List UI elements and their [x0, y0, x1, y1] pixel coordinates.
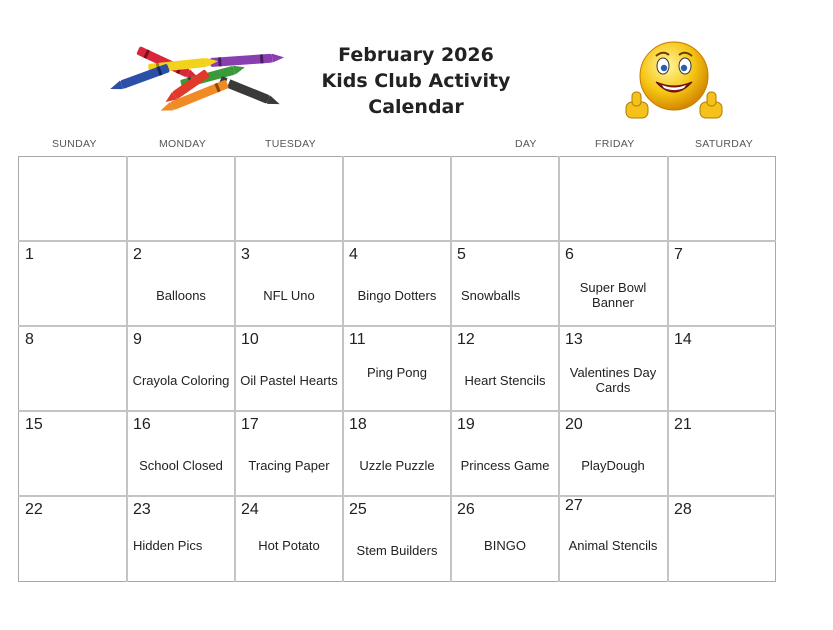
day-number: 26 — [457, 501, 475, 518]
day-number: 7 — [674, 246, 683, 263]
day-cell — [235, 412, 343, 497]
day-cell — [451, 327, 559, 412]
day-cell — [343, 327, 451, 412]
day-number: 9 — [133, 331, 142, 348]
day-cell — [235, 242, 343, 327]
activity-label: Tracing Paper — [248, 458, 330, 473]
day-number: 25 — [349, 501, 367, 518]
crayon-blue — [110, 64, 170, 94]
day-number: 22 — [25, 501, 43, 518]
day-cell — [668, 327, 776, 412]
day-number: 15 — [25, 416, 43, 433]
day-cell — [19, 497, 127, 582]
day-number: 14 — [674, 331, 692, 348]
activity-label: Heart Stencils — [464, 373, 546, 388]
day-number: 27 — [565, 497, 583, 514]
activity-label: Princess Game — [460, 458, 550, 473]
day-cell — [451, 412, 559, 497]
day-cell — [235, 497, 343, 582]
day-cell — [559, 497, 667, 582]
weekday-sunday: SUNDAY — [52, 138, 97, 150]
day-number: 6 — [565, 246, 574, 263]
activity-label: Bingo Dotters — [357, 288, 437, 303]
day-cell — [127, 157, 235, 242]
activity-label: Valentines Day Cards — [569, 365, 657, 395]
activity-label: Hidden Pics — [133, 538, 203, 553]
page-title — [290, 42, 542, 120]
day-cell — [559, 327, 667, 412]
day-number: 10 — [241, 331, 259, 348]
activity-label: Crayola Coloring — [132, 373, 230, 388]
weekday-tuesday: TUESDAY — [265, 138, 316, 150]
day-cell — [19, 157, 127, 242]
activity-label: PlayDough — [581, 458, 645, 473]
activity-label: School Closed — [139, 458, 223, 473]
activity-label: Ping Pong — [367, 365, 427, 380]
weekday-saturday: SATURDAY — [695, 138, 754, 150]
activity-label: Uzzle Puzzle — [359, 458, 435, 473]
day-number: 21 — [674, 416, 692, 433]
weekday-monday: MONDAY — [159, 138, 207, 150]
day-cell — [127, 412, 235, 497]
crayons-icon — [110, 36, 290, 116]
activity-label: Balloons — [156, 288, 206, 303]
day-number: 16 — [133, 416, 151, 433]
day-cell — [19, 412, 127, 497]
day-cell — [343, 157, 451, 242]
day-number: 12 — [457, 331, 475, 348]
activity-label: Oil Pastel Hearts — [240, 373, 338, 388]
day-cell — [235, 327, 343, 412]
day-cell — [127, 242, 235, 327]
weekday-thursday: DAY — [515, 138, 537, 150]
day-cell — [451, 157, 559, 242]
crayon-black — [219, 76, 282, 108]
day-number: 8 — [25, 331, 34, 348]
day-cell — [343, 497, 451, 582]
day-cell — [343, 412, 451, 497]
title-line-club: Kids Club Activity — [321, 70, 511, 92]
day-number: 17 — [241, 416, 259, 433]
title-line-month: February 2026 — [338, 44, 494, 66]
day-number: 1 — [25, 246, 34, 263]
activity-label: NFL Uno — [263, 288, 315, 303]
day-number: 11 — [349, 331, 366, 348]
day-number: 3 — [241, 246, 250, 263]
day-cell — [559, 412, 667, 497]
day-cell — [559, 242, 667, 327]
day-number: 28 — [674, 501, 692, 518]
day-cell — [343, 242, 451, 327]
day-number: 24 — [241, 501, 259, 518]
day-cell — [235, 157, 343, 242]
day-number: 4 — [349, 246, 358, 263]
day-cell — [668, 242, 776, 327]
crayon-purple — [210, 53, 284, 67]
activity-label: Snowballs — [461, 288, 521, 303]
title-line-calendar: Calendar — [368, 96, 464, 118]
activity-label: Stem Builders — [356, 543, 438, 558]
day-cell — [668, 157, 776, 242]
activity-label: BINGO — [484, 538, 526, 553]
day-number: 20 — [565, 416, 583, 433]
left-thumb — [626, 92, 648, 118]
day-cell — [668, 412, 776, 497]
day-number: 13 — [565, 331, 583, 348]
day-number: 5 — [457, 246, 466, 263]
right-thumb — [700, 92, 722, 118]
activity-label: Animal Stencils — [568, 538, 658, 553]
day-cell — [127, 497, 235, 582]
day-cell — [451, 242, 559, 327]
day-cell — [19, 242, 127, 327]
day-number: 19 — [457, 416, 475, 433]
day-cell — [668, 497, 776, 582]
day-cell — [127, 327, 235, 412]
day-cell — [559, 157, 667, 242]
day-number: 18 — [349, 416, 367, 433]
activity-label: Super Bowl Banner — [579, 280, 647, 310]
thumbs-up-smiley-icon — [622, 38, 726, 124]
day-number: 2 — [133, 246, 142, 263]
weekday-friday: FRIDAY — [595, 138, 635, 150]
day-cell — [451, 497, 559, 582]
day-cell — [19, 327, 127, 412]
day-number: 23 — [133, 501, 151, 518]
activity-label: Hot Potato — [258, 538, 320, 553]
